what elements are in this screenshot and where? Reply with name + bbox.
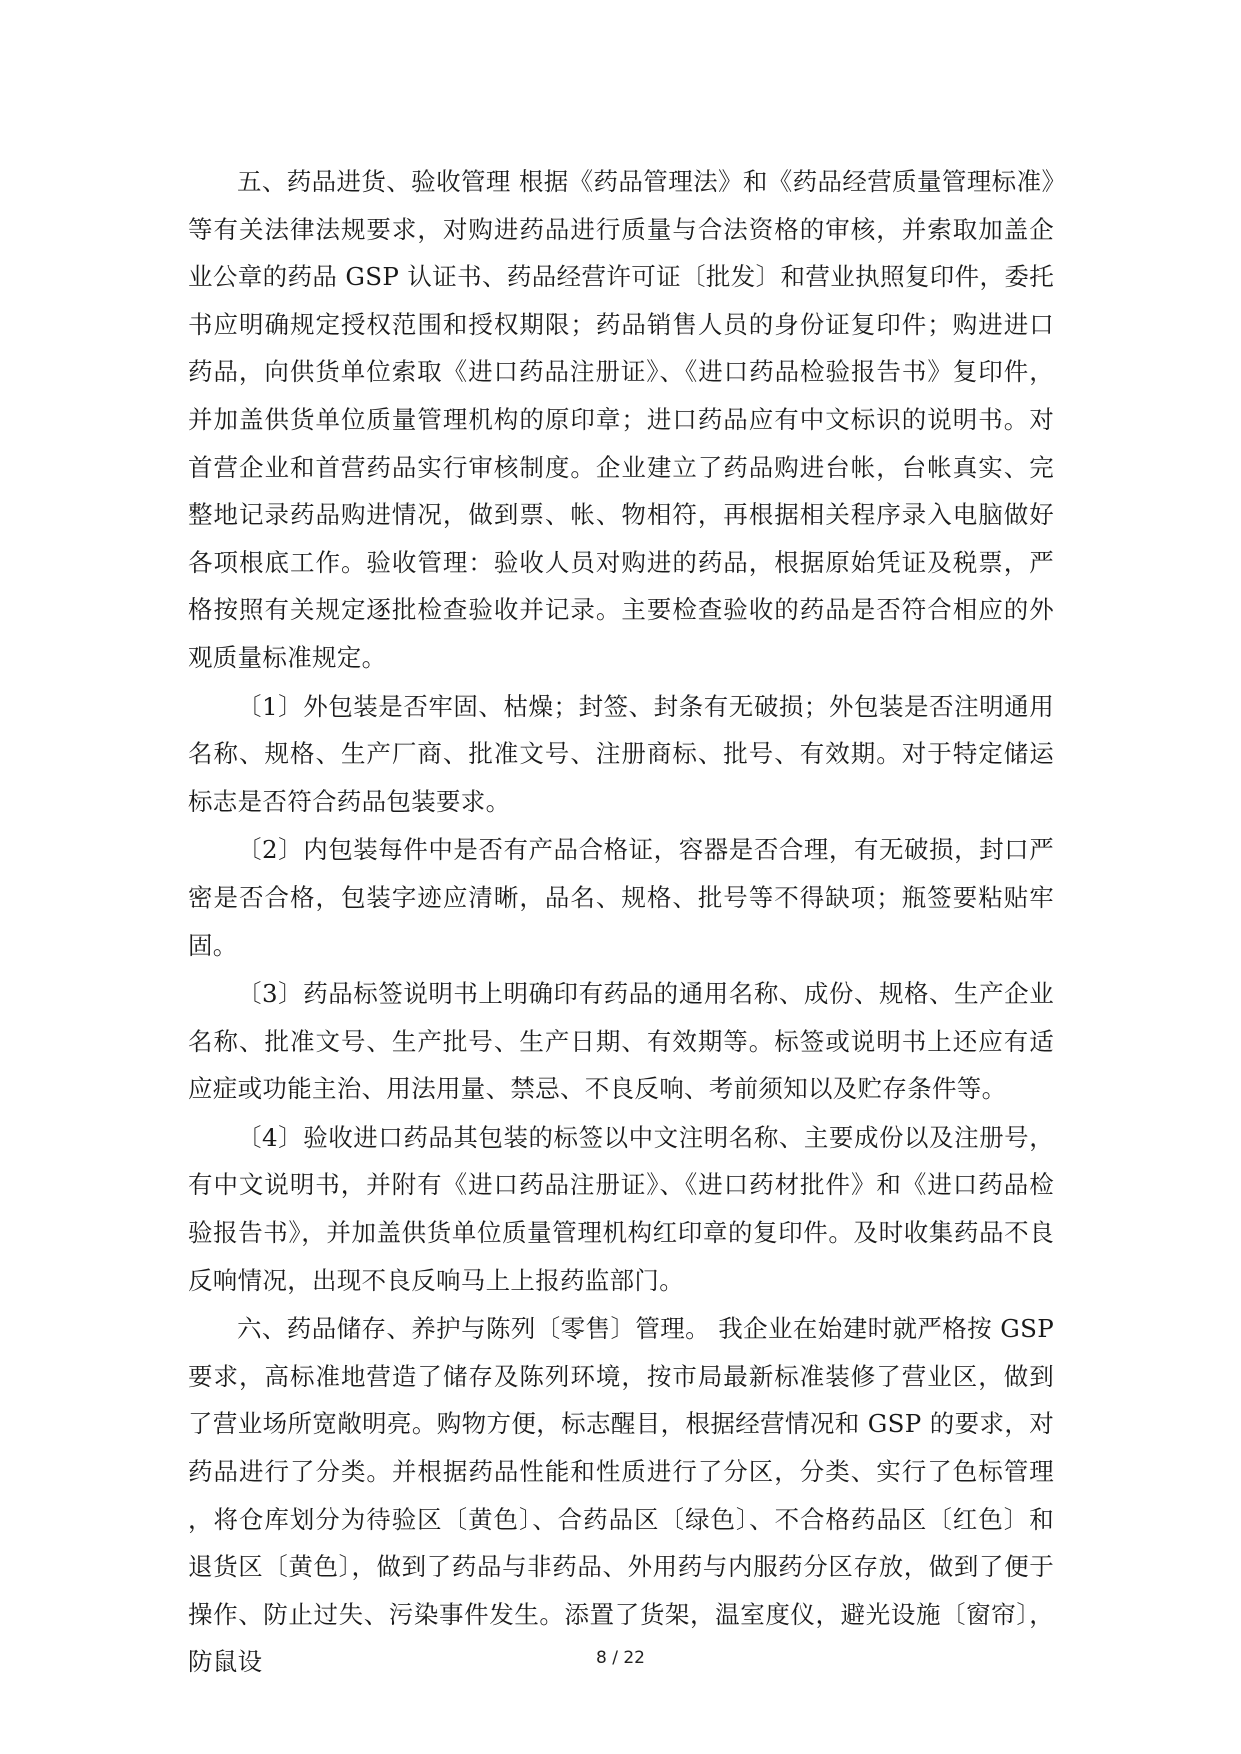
paragraph-item-3: 〔3〕药品标签说明书上明确印有药品的通用名称、成份、规格、生产企业名称、批准文号、生产批号、生产日期、有效期等。标签或说明书上还应有适应症或功能主治、用法用量、禁忌、不良反响、考前须知以及贮存条件等。 bbox=[188, 979, 1054, 1104]
paragraph-storage-display: 六、药品储存、养护与陈列〔零售〕管理。 我企业在始建时就严格按 GSP 要求，高标准地营造了储存及陈列环境，按市局最新标准装修了营业区，做到了营业场所宽敞明亮。购物方便，标志醒目，根据经营情况和 GSP 的要求，对药品进行了分类。并根据药品性能和性质进行了分区，分类、实行了色标管理，将仓库划分为待验区〔黄色〕、合药品区〔绿色〕、不合格药品区〔红色〕和退货区〔黄色〕，做到了药品与非药品、外用药与内服药分区存放，做到了便于操作、防止过失、污染事件发生。添置了货架，温室度仪，避光设施〔窗帘〕，防鼠设 bbox=[188, 1314, 1054, 1677]
paragraph-item-2: 〔2〕内包装每件中是否有产品合格证，容器是否合理，有无破损，封口严密是否合格，包装字迹应清晰，品名、规格、批号等不得缺项；瓶签要粘贴牢固。 bbox=[188, 835, 1054, 960]
body-text bbox=[188, 158, 1054, 1687]
page-number: 8 / 22 bbox=[596, 1648, 645, 1668]
paragraph-item-4: 〔4〕验收进口药品其包装的标签以中文注明名称、主要成份以及注册号，有中文说明书，并附有《进口药品注册证》、《进口药材批件》和《进口药品检验报告书》，并加盖供货单位质量管理机构红印章的复印件。及时收集药品不良反响情况，出现不良反响马上上报药监部门。 bbox=[188, 1122, 1054, 1295]
paragraph-item-1: 〔1〕外包装是否牢固、枯燥；封签、封条有无破损；外包装是否注明通用名称、规格、生产厂商、批准文号、注册商标、批号、有效期。对于特定储运标志是否符合药品包装要求。 bbox=[188, 691, 1054, 816]
paragraph-purchase-acceptance: 五、药品进货、验收管理 根据《药品管理法》和《药品经营质量管理标准》等有关法律法规要求，对购进药品进行质量与合法资格的审核，并索取加盖企业公章的药品 GSP 认证书、药品经营许可证〔批发〕和营业执照复印件，委托书应明确规定授权范围和授权期限；药品销售人员的身份证复印件；购进进口药品，向供货单位索取《进口药品注册证》、《进口药品检验报告书》复印件，并加盖供货单位质量管理机构的原印章；进口药品应有中文标识的说明书。对首营企业和首营药品实行审核制度。企业建立了药品购进台帐，台帐真实、完整地记录药品购进情况，做到票、帐、物相符，再根据相关程序录入电脑做好各项根底工作。验收管理：验收人员对购进的药品，根据原始凭证及税票，严格按照有关规定逐批检查验收并记录。主要检查验收的药品是否符合相应的外观质量标准规定。 bbox=[188, 167, 1054, 672]
